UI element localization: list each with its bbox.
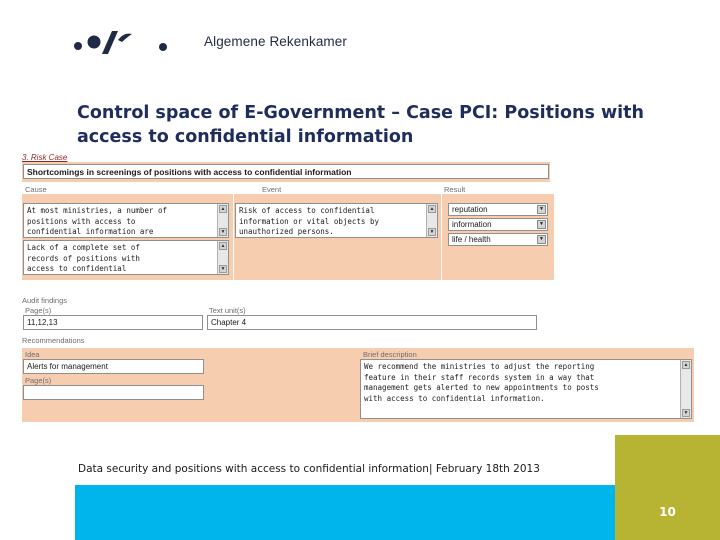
rec-pages-field[interactable] bbox=[23, 385, 204, 400]
scroll-down-icon[interactable]: ▼ bbox=[683, 410, 689, 416]
accent-block bbox=[615, 435, 720, 540]
result-value: life / health bbox=[452, 235, 491, 244]
result-select-reputation[interactable] bbox=[448, 203, 548, 216]
event-text: Risk of access to confidential information or vital objects by unauthorized persons. bbox=[239, 206, 379, 237]
recommendations-label: Recommendations bbox=[22, 336, 85, 345]
event-scrollbar[interactable] bbox=[426, 204, 437, 237]
brief-description-textarea[interactable] bbox=[360, 359, 692, 419]
page-number: 10 bbox=[659, 505, 676, 519]
scroll-up-icon[interactable]: ▲ bbox=[429, 206, 435, 212]
event-textarea[interactable] bbox=[235, 203, 438, 238]
brief-description-text: We recommend the ministries to adjust the reporting feature in their staff records system in a way that management gets alerted to new appointments to posts with access to confidential information. bbox=[364, 362, 599, 403]
tab-risk-case[interactable]: 3. Risk Case bbox=[22, 153, 68, 162]
text-units-label: Text unit(s) bbox=[209, 306, 246, 315]
dropdown-arrow-icon[interactable]: ▼ bbox=[537, 205, 546, 214]
scroll-down-icon[interactable]: ▼ bbox=[220, 229, 226, 235]
result-value: reputation bbox=[452, 205, 488, 214]
result-value: information bbox=[452, 220, 492, 229]
cause-text-1: At most ministries, a number of positions with access to confidential information are bbox=[27, 206, 167, 237]
result-select-information[interactable] bbox=[448, 218, 548, 231]
dropdown-arrow-icon[interactable]: ▼ bbox=[537, 235, 546, 244]
scroll-up-icon[interactable]: ▲ bbox=[220, 243, 226, 249]
cause-2-scrollbar[interactable] bbox=[217, 241, 228, 274]
algemene-rekenkamer-logo bbox=[72, 28, 172, 58]
rec-pages-label: Page(s) bbox=[25, 376, 52, 385]
result-select-life-health[interactable] bbox=[448, 233, 548, 246]
idea-label: Idea bbox=[25, 350, 40, 359]
slide-title: Control space of E-Government – Case PCI: Positions with access to confidential information bbox=[77, 103, 644, 147]
cause-label: Cause bbox=[25, 185, 47, 194]
brief-description-label: Brief description bbox=[363, 350, 417, 359]
risk-case-form bbox=[20, 152, 696, 430]
org-name: Algemene Rekenkamer bbox=[204, 34, 347, 49]
brief-description-scrollbar[interactable] bbox=[680, 360, 691, 418]
audit-findings-label: Audit findings bbox=[22, 296, 68, 305]
scroll-down-icon[interactable]: ▼ bbox=[429, 229, 435, 235]
cause-1-scrollbar[interactable] bbox=[217, 204, 228, 237]
dropdown-arrow-icon[interactable]: ▼ bbox=[537, 220, 546, 229]
pages-field[interactable]: 11,12,13 bbox=[23, 315, 203, 330]
pages-label: Page(s) bbox=[25, 306, 52, 315]
footer-bar bbox=[75, 485, 615, 540]
cause-text-2: Lack of a complete set of records of positions with access to confidential bbox=[27, 243, 140, 274]
footer-caption: Data security and positions with access to confidential information| February 18th 2013 bbox=[78, 463, 540, 475]
scroll-down-icon[interactable]: ▼ bbox=[220, 266, 226, 272]
text-units-field[interactable]: Chapter 4 bbox=[207, 315, 537, 330]
scroll-up-icon[interactable]: ▲ bbox=[220, 206, 226, 212]
risk-case-heading-field[interactable]: Shortcomings in screenings of positions with access to confidential information bbox=[23, 164, 549, 179]
result-label: Result bbox=[444, 185, 466, 194]
idea-field[interactable]: Alerts for management bbox=[23, 359, 204, 374]
scroll-up-icon[interactable]: ▲ bbox=[683, 362, 689, 368]
cause-textarea-1[interactable] bbox=[23, 203, 229, 238]
event-label: Event bbox=[262, 185, 282, 194]
cause-textarea-2[interactable] bbox=[23, 240, 229, 275]
